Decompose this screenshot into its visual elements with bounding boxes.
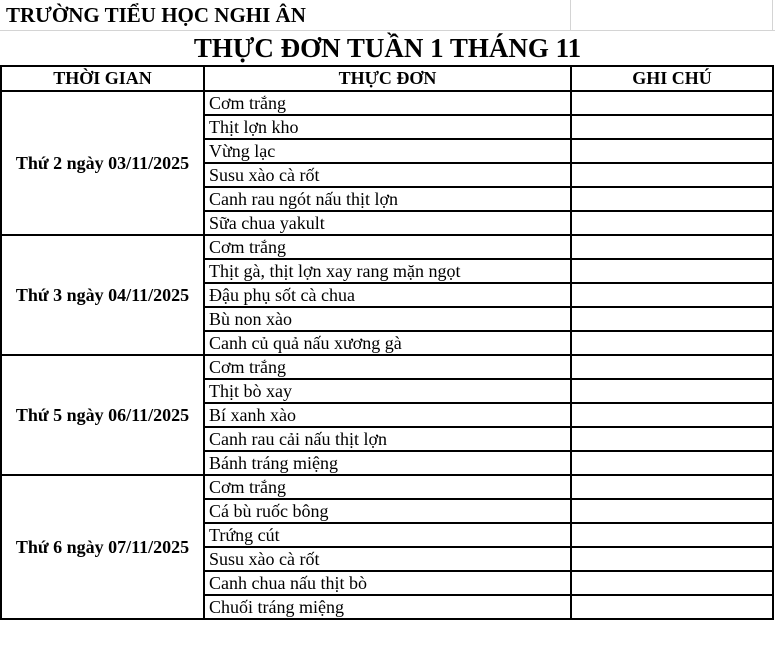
dish-cell[interactable]: Đậu phụ sốt cà chua — [204, 283, 571, 307]
gridline — [772, 0, 773, 30]
note-cell[interactable] — [571, 379, 773, 403]
dish-cell[interactable]: Thịt lợn kho — [204, 115, 571, 139]
dish-cell[interactable]: Chuối tráng miệng — [204, 595, 571, 619]
dish-cell[interactable]: Sữa chua yakult — [204, 211, 571, 235]
note-cell[interactable] — [571, 427, 773, 451]
note-cell[interactable] — [571, 571, 773, 595]
menu-table — [0, 65, 774, 620]
note-cell[interactable] — [571, 307, 773, 331]
dish-cell[interactable]: Vừng lạc — [204, 139, 571, 163]
dish-cell[interactable]: Canh rau ngót nấu thịt lợn — [204, 187, 571, 211]
dish-cell[interactable]: Bánh tráng miệng — [204, 451, 571, 475]
dish-cell[interactable]: Canh củ quả nấu xương gà — [204, 331, 571, 355]
dish-cell[interactable]: Cơm trắng — [204, 235, 571, 259]
page-title: THỰC ĐƠN TUẦN 1 THÁNG 11 — [193, 33, 582, 63]
school-header-row — [0, 0, 775, 30]
dish-cell[interactable]: Thịt gà, thịt lợn xay rang mặn ngọt — [204, 259, 571, 283]
note-cell[interactable] — [571, 163, 773, 187]
note-cell[interactable] — [571, 235, 773, 259]
day-cell[interactable]: Thứ 6 ngày 07/11/2025 — [1, 475, 204, 619]
dish-cell[interactable]: Susu xào cà rốt — [204, 547, 571, 571]
table-row — [1, 475, 773, 499]
note-cell[interactable] — [571, 475, 773, 499]
note-cell[interactable] — [571, 355, 773, 379]
table-row — [1, 91, 773, 115]
gridline — [570, 0, 571, 30]
day-cell[interactable]: Thứ 2 ngày 03/11/2025 — [1, 91, 204, 235]
note-cell[interactable] — [571, 595, 773, 619]
dish-cell[interactable]: Canh rau cải nấu thịt lợn — [204, 427, 571, 451]
note-cell[interactable] — [571, 91, 773, 115]
note-cell[interactable] — [571, 187, 773, 211]
note-cell[interactable] — [571, 139, 773, 163]
dish-cell[interactable]: Canh chua nấu thịt bò — [204, 571, 571, 595]
note-cell[interactable] — [571, 451, 773, 475]
note-cell[interactable] — [571, 331, 773, 355]
column-header-menu: THỰC ĐƠN — [204, 66, 571, 91]
note-cell[interactable] — [571, 499, 773, 523]
table-header-row — [1, 66, 773, 91]
menu-table-body — [1, 91, 773, 619]
school-name: TRƯỜNG TIỂU HỌC NGHI ÂN — [6, 3, 306, 27]
note-cell[interactable] — [571, 403, 773, 427]
note-cell[interactable] — [571, 283, 773, 307]
column-header-time: THỜI GIAN — [1, 66, 204, 91]
dish-cell[interactable]: Thịt bò xay — [204, 379, 571, 403]
table-row — [1, 235, 773, 259]
dish-cell[interactable]: Bí xanh xào — [204, 403, 571, 427]
dish-cell[interactable]: Cơm trắng — [204, 91, 571, 115]
dish-cell[interactable]: Bù non xào — [204, 307, 571, 331]
column-header-note: GHI CHÚ — [571, 66, 773, 91]
note-cell[interactable] — [571, 115, 773, 139]
note-cell[interactable] — [571, 547, 773, 571]
note-cell[interactable] — [571, 523, 773, 547]
dish-cell[interactable]: Susu xào cà rốt — [204, 163, 571, 187]
dish-cell[interactable]: Trứng cút — [204, 523, 571, 547]
table-row — [1, 355, 773, 379]
note-cell[interactable] — [571, 211, 773, 235]
note-cell[interactable] — [571, 259, 773, 283]
dish-cell[interactable]: Cơm trắng — [204, 475, 571, 499]
dish-cell[interactable]: Cá bù ruốc bông — [204, 499, 571, 523]
day-cell[interactable]: Thứ 5 ngày 06/11/2025 — [1, 355, 204, 475]
dish-cell[interactable]: Cơm trắng — [204, 355, 571, 379]
day-cell[interactable]: Thứ 3 ngày 04/11/2025 — [1, 235, 204, 355]
